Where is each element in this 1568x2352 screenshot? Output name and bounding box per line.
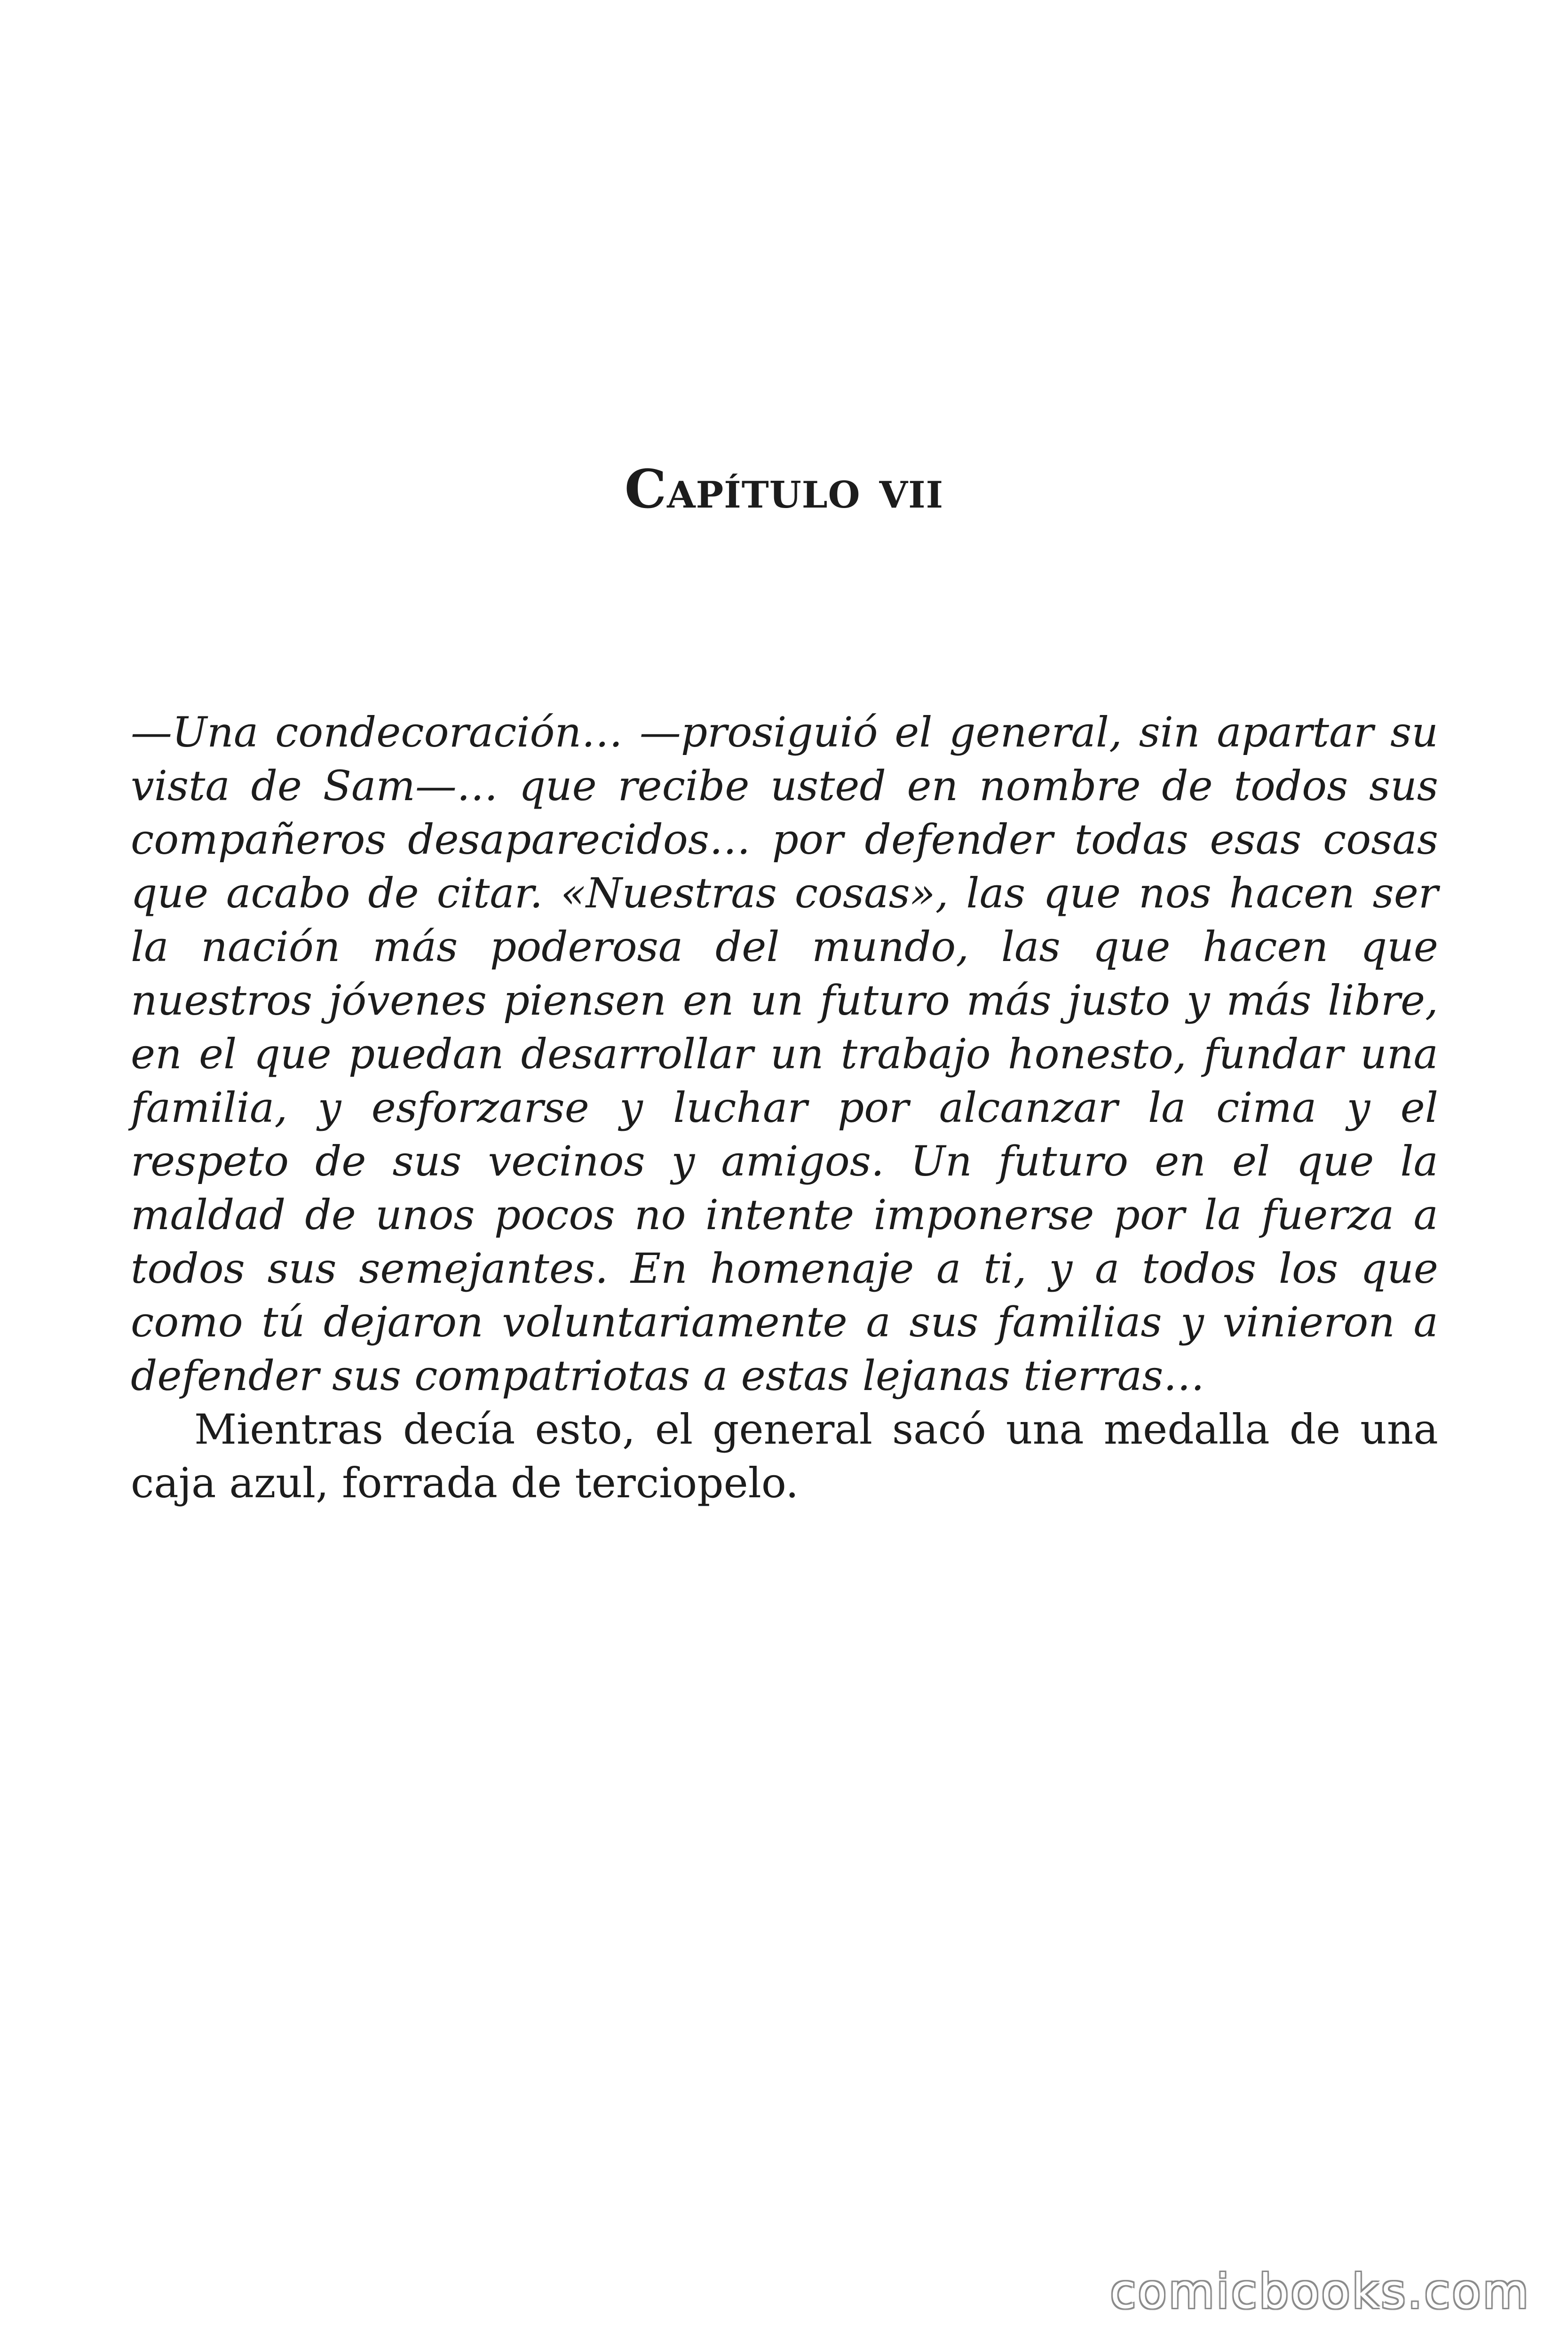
quote-paragraph: —Una condecoración… —prosiguió el general, sin apartar su vista de Sam—… que recibe usted en nombre de todos sus compañeros desaparecidos… por defender todas esas cosas que acabo de citar. «Nuestras cosas», las que nos hacen ser la nación más poderosa del mundo, las que hacen que nuestros jóvenes piensen en un futuro más justo y más libre, en el que puedan desarrollar un trabajo honesto, fundar una familia, y esforzarse y luchar por alcanzar la cima y el respeto de sus vecinos y amigos. Un futuro en el que la maldad de unos pocos no intente imponerse por la fuerza a todos sus semejantes. En homenaje a ti, y a todos los que como tú dejaron voluntariamente a sus familias y vinieron a defender sus compatriotas a estas lejanas tierras… [131, 708, 1438, 1400]
watermark-logo: comicbooks.com [1110, 2264, 1530, 2319]
chapter-title: Capítulo vii [624, 459, 944, 520]
chapter-body [131, 706, 1438, 1510]
narration-paragraph: Mientras decía esto, el general sacó una medalla de una caja azul, forrada de terciopelo. [131, 1405, 1438, 1507]
